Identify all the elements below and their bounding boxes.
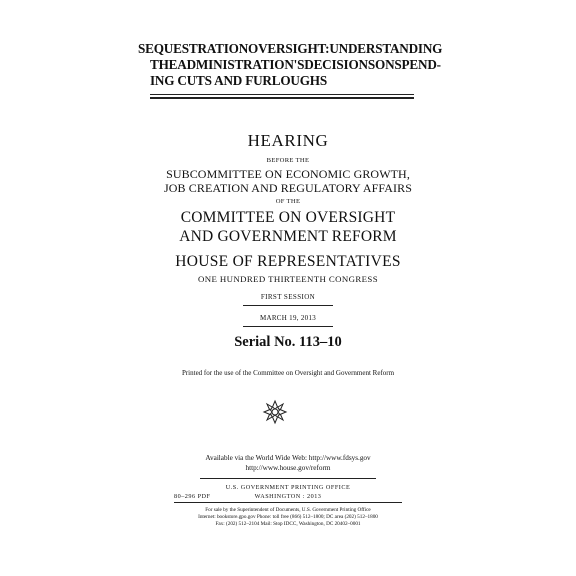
available-line-2: http://www.house.gov/reform bbox=[245, 464, 331, 472]
committee-line-2: AND GOVERNMENT REFORM bbox=[179, 228, 397, 245]
hearing-heading: HEARING bbox=[247, 131, 329, 150]
gpo-emblem-icon bbox=[262, 399, 288, 430]
title-rule-thin bbox=[150, 94, 414, 95]
subcommittee-line-1: SUBCOMMITTEE ON ECONOMIC GROWTH, bbox=[166, 167, 410, 181]
subcommittee-line-2: JOB CREATION AND REGULATORY AFFAIRS bbox=[164, 181, 412, 195]
gpo-code: 80–296 PDF bbox=[174, 493, 211, 500]
committee-line-1: COMMITTEE ON OVERSIGHT bbox=[180, 209, 396, 226]
before-the: BEFORE THE bbox=[266, 157, 310, 164]
title-line-2 bbox=[150, 57, 441, 72]
gpo-emblem-svg bbox=[262, 399, 288, 425]
title-word: DECISIONS bbox=[304, 57, 376, 72]
title-word: ADMINISTRATION'S bbox=[177, 57, 305, 72]
house-of-representatives: HOUSE OF REPRESENTATIVES bbox=[175, 253, 401, 270]
hearing-date: MARCH 19, 2013 bbox=[259, 314, 317, 322]
gpo-office: U.S. GOVERNMENT PRINTING OFFICE bbox=[225, 484, 351, 491]
gpo-rule-bottom bbox=[174, 502, 402, 503]
serial-number: Serial No. 113–10 bbox=[234, 334, 342, 350]
title-line-3: ING CUTS AND FURLOUGHS bbox=[150, 73, 327, 88]
title-line-1 bbox=[138, 41, 443, 56]
date-rule bbox=[243, 326, 333, 327]
congress: ONE HUNDRED THIRTEENTH CONGRESS bbox=[197, 274, 379, 284]
session: FIRST SESSION bbox=[260, 293, 316, 301]
title-word: ON bbox=[375, 57, 395, 72]
sale-info-line-1: For sale by the Superintendent of Documents, U.S. Government Printing Office bbox=[205, 507, 371, 513]
of-the: OF THE bbox=[275, 198, 301, 205]
gpo-place-year: WASHINGTON : 2013 bbox=[254, 493, 322, 500]
available-line-1: Available via the World Wide Web: http://www.fdsys.gov bbox=[205, 454, 371, 462]
title-word: UNDERSTANDING bbox=[329, 41, 443, 56]
title-word: SEQUESTRATION bbox=[138, 41, 249, 56]
title-rule-thick bbox=[150, 97, 414, 99]
sale-info-line-3: Fax: (202) 512–2104 Mail: Stop IDCC, Washington, DC 20402–0001 bbox=[215, 521, 361, 527]
title-word: OVERSIGHT: bbox=[248, 41, 330, 56]
title-word: THE bbox=[150, 57, 178, 72]
title-word: SPEND- bbox=[394, 57, 441, 72]
printed-for-note: Printed for the use of the Committee on Oversight and Government Reform bbox=[181, 369, 395, 377]
gpo-rule-top bbox=[200, 478, 376, 479]
session-rule bbox=[243, 305, 333, 306]
sale-info-line-2: Internet: bookstore.gpo.gov Phone: toll free (866) 512–1800; DC area (202) 512–1800 bbox=[198, 514, 378, 520]
